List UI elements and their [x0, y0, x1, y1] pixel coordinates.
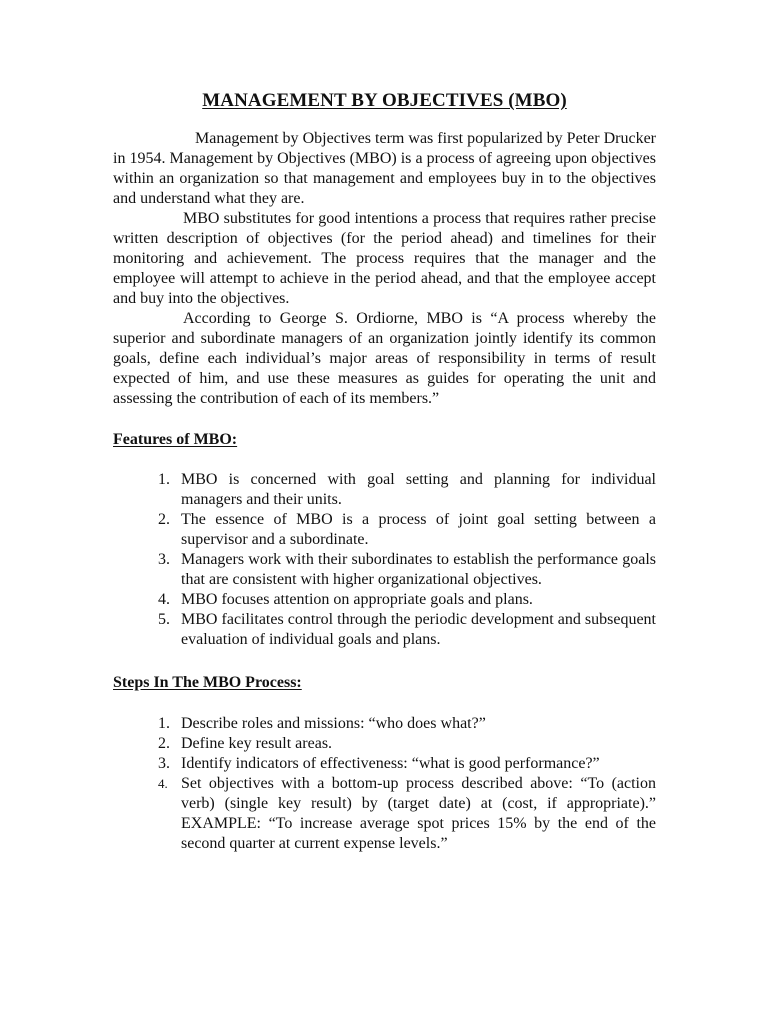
- step-text: Identify indicators of effectiveness: “what is good performance?”: [181, 755, 600, 772]
- feature-text: MBO is concerned with goal setting and planning for individual managers and their units.: [181, 471, 656, 508]
- step-text: Define key result areas.: [181, 735, 333, 752]
- list-number: 2.: [158, 735, 170, 752]
- document-title: MANAGEMENT BY OBJECTIVES (MBO): [202, 90, 567, 111]
- list-number: 3.: [158, 755, 170, 772]
- feature-text: MBO facilitates control through the periodic development and subsequent evaluation of individual goals and plans.: [181, 611, 656, 648]
- features-list: [113, 470, 656, 650]
- step-item: [113, 754, 656, 774]
- feature-item: [113, 590, 656, 610]
- list-number: 1.: [158, 715, 170, 732]
- step-item: [113, 734, 656, 754]
- step-item: [113, 714, 656, 734]
- list-number: 4.: [158, 591, 170, 608]
- feature-text: Managers work with their subordinates to establish the performance goals that are consistent with higher organizational objectives.: [181, 551, 656, 588]
- list-number: 4.: [158, 776, 168, 791]
- definition-paragraph: According to George S. Ordiorne, MBO is “A process whereby the superior and subordinate managers of an organization jointly identify its common goals, define each individual’s major areas of responsibility in terms of result expected of him, and use these measures as guides for operating the unit and assessing the contribution of each of its members.”: [113, 310, 656, 407]
- step-text: Set objectives with a bottom-up process described above: “To (action verb) (single key result) by (target date) at (cost, if appropriate).” EXAMPLE: “To increase average spot prices 15% by the end of the second quarter at current expense levels.”: [181, 775, 656, 852]
- step-item: [113, 774, 656, 854]
- feature-item: [113, 470, 656, 510]
- feature-item: [113, 510, 656, 550]
- step-text: Describe roles and missions: “who does what?”: [181, 715, 486, 732]
- list-number: 3.: [158, 551, 170, 568]
- feature-item: [113, 550, 656, 590]
- intro-paragraph: Management by Objectives term was first popularized by Peter Drucker in 1954. Management by Objectives (MBO) is a process of agreeing upon objectives within an organization so that management and employees buy in to the objectives and understand what they are.: [113, 130, 656, 207]
- feature-text: The essence of MBO is a process of joint goal setting between a supervisor and a subordinate.: [181, 511, 656, 548]
- document-page: [113, 90, 656, 854]
- features-heading: Features of MBO:: [113, 431, 238, 448]
- list-number: 5.: [158, 611, 170, 628]
- steps-heading: Steps In The MBO Process:: [113, 674, 302, 691]
- steps-list: [113, 714, 656, 854]
- feature-item: [113, 610, 656, 650]
- feature-text: MBO focuses attention on appropriate goals and plans.: [181, 591, 533, 608]
- list-number: 1.: [158, 471, 170, 488]
- list-number: 2.: [158, 511, 170, 528]
- substitution-paragraph: MBO substitutes for good intentions a process that requires rather precise written description of objectives (for the period ahead) and timelines for their monitoring and achievement. The process requires that the manager and the employee will attempt to achieve in the period ahead, and that the employee accept and buy into the objectives.: [113, 210, 656, 307]
